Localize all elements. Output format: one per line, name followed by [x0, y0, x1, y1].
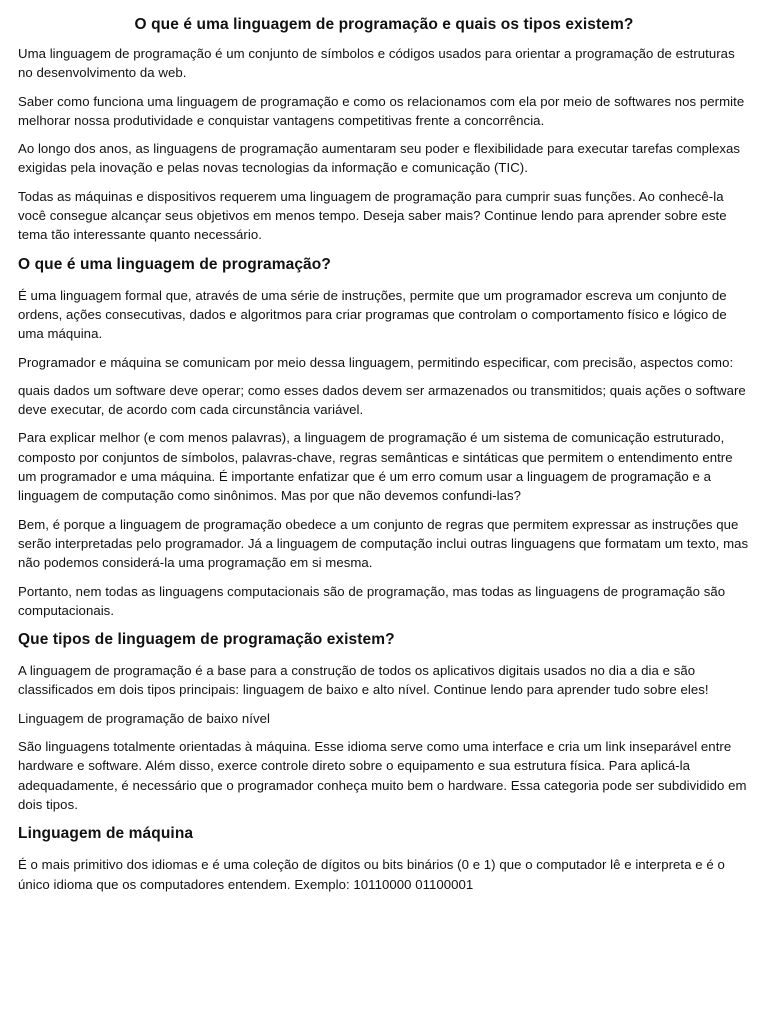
body-paragraph: É uma linguagem formal que, através de uma série de instruções, permite que um programador escreva um conjunto de ordens, ações consecutivas, dados e algoritmos para criar programas que controlam o comportamento físico e lógico de uma máquina. — [18, 287, 727, 342]
intro-paragraph: Saber como funciona uma linguagem de programação e como os relacionamos com ela por meio de softwares nos permite melhorar nossa produtividade e conquistar vantagens competitivas frente a concorrência. — [18, 93, 745, 128]
body-paragraph: A linguagem de programação é a base para a construção de todos os aplicativos digitais usados no dia a dia e são classificados em dois tipos principais: linguagem de baixo e alto nível. Continue lendo para aprender tudo sobre eles! — [18, 663, 709, 698]
body-paragraph: Programador e máquina se comunicam por meio dessa linguagem, permitindo especificar, com precisão, aspectos como: — [18, 354, 734, 370]
body-paragraph: São linguagens totalmente orientadas à máquina. Esse idioma serve como uma interface e cria um link inseparável entre hardware e software. Além disso, exerce controle direto sobre o equipamento e sua estrutura física. Para aplicá-la adequadamente, é necessário que o programador conheça muito bem o hardware. Essa categoria pode ser subdividido em dois tipos. — [18, 739, 747, 812]
body-paragraph: quais dados um software deve operar; como esses dados devem ser armazenados ou transmitidos; quais ações o software deve executar, de acordo com cada circunstância variável. — [18, 382, 746, 418]
subsection-label: Linguagem de programação de baixo nível — [18, 710, 270, 726]
section-heading: O que é uma linguagem de programação? — [18, 255, 331, 273]
section-heading: Que tipos de linguagem de programação existem? — [18, 631, 395, 649]
document-title: O que é uma linguagem de programação e quais os tipos existem? — [134, 16, 634, 33]
intro-paragraph: Ao longo dos anos, as linguagens de programação aumentaram seu poder e flexibilidade para executar tarefas complexas exigidas pela inovação e pelas novas tecnologias da informação e comunicação (TIC). — [18, 141, 741, 176]
body-paragraph: Bem, é porque a linguagem de programação obedece a um conjunto de regras que permitem expressar as instruções que serão interpretadas pelo programador. Já a linguagem de computação inclui outras linguagens que formatam um texto, mas não podemos considerá-la uma programação em si mesma. — [18, 516, 749, 571]
section-heading: Linguagem de máquina — [18, 825, 194, 843]
body-paragraph: Portanto, nem todas as linguagens computacionais são de programação, mas todas as linguagens de programação são computacionais. — [18, 583, 726, 618]
body-paragraph: É o mais primitivo dos idiomas e é uma coleção de dígitos ou bits binários (0 e 1) que o computador lê e interpreta e é o único idioma que os computadores entendem. Exemplo: 10110000 01100001 — [18, 857, 725, 892]
intro-paragraph: Todas as máquinas e dispositivos requerem uma linguagem de programação para cumprir suas funções. Ao conhecê-la você consegue alcançar seus objetivos em menos tempo. Deseja saber mais? Continue lendo para aprender sobre este tema tão interessante quanto necessário. — [18, 188, 727, 243]
intro-paragraph: Uma linguagem de programação é um conjunto de símbolos e códigos usados para orientar a programação de estruturas no desenvolvimento da web. — [18, 46, 735, 81]
body-paragraph: Para explicar melhor (e com menos palavras), a linguagem de programação é um sistema de comunicação estruturado, composto por conjuntos de símbolos, palavras-chave, regras semânticas e sintáticas que permitem o entendimento entre um programador e uma máquina. É importante enfatizar que é um erro comum usar a linguagem de programação e a linguagem de computação como sinônimos. Mas por que não devemos confundi-las? — [18, 430, 733, 504]
